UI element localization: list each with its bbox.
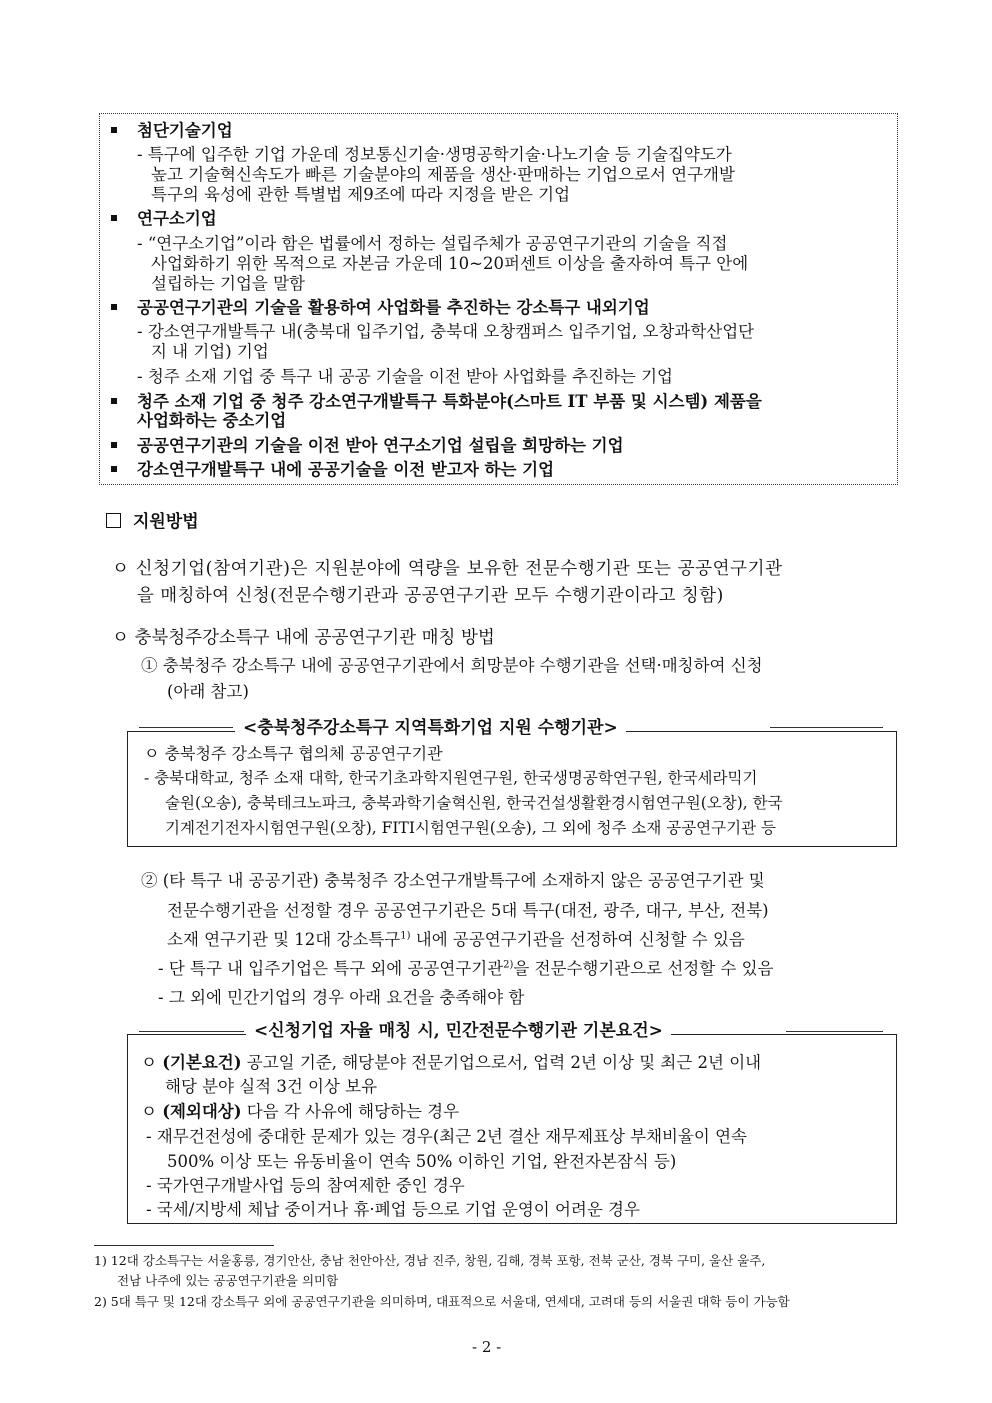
eligibility-item-title: 사업화하는 중소기업 [137,411,287,430]
box-text: 기계전기전자시험연구원(오창), FITI시험연구원(오송), 그 외에 청주 소재 공공연구기관 등 [165,819,776,837]
eligibility-item-text: 설립하는 기업을 말함 [151,274,305,293]
paragraph-text: 전문수행기관을 선정할 경우 공공연구기관은 5대 특구(대전, 광주, 대구, 부산, 전북) [167,901,769,920]
paragraph-text: ① 충북청주 강소특구 내에 공공연구기관에서 희망분야 수행기관을 선택·매칭하여 신청 [141,656,763,675]
eligibility-item-text: 높고 기술혁신속도가 빠른 기술분야의 제품을 생산·판매하는 기업으로서 연구개발 [151,165,735,184]
eligibility-item-title: 연구소기업 [111,208,217,229]
page-number: - 2 - [472,1338,502,1356]
box-text: - 국세/지방세 체납 중이거나 휴·폐업 등으로 기업 운영이 어려운 경우 [146,1200,640,1219]
footnote-text: 1) 12대 강소특구는 서울홍릉, 경기안산, 충남 천안아산, 경남 진주, 창원, 김해, 경북 포항, 전북 군산, 경북 구미, 울산 울주, [94,1253,766,1268]
box-text: 해당 분야 실적 3건 이상 보유 [165,1077,378,1096]
support-agencies-box-title: <충북청주강소특구 지역특화기업 지원 수행기관> [235,717,626,739]
footnote-ref: 1) [400,930,411,942]
bullet-square-icon [111,398,117,404]
bullet-square-icon [111,127,117,133]
box-text: ㅇ (기본요건) 공고일 기준, 해당분야 전문기업으로서, 업력 2년 이상 및 최근 2년 이내 [141,1053,762,1072]
eligibility-item-title: 첨단기술기업 [111,120,233,141]
eligibility-item-text: 사업화하기 위한 목적으로 자본금 가운데 10~20퍼센트 이상을 출자하여 특구 안에 [151,254,749,273]
bullet-square-icon [111,304,117,310]
box-title-rule [139,727,233,728]
eligibility-item-text: - 특구에 입주한 기업 가운데 정보통신기술·생명공학기술·나노기술 등 기술집약도가 [137,145,732,164]
eligibility-item-title: 강소연구개발특구 내에 공공기술을 이전 받고자 하는 기업 [111,459,554,480]
box-title-rule [786,1031,883,1032]
box-title-rule [139,1031,244,1032]
paragraph-text: 소재 연구기관 및 12대 강소특구$^{1)}$ 내에 공공연구기관을 선정하여 신청할 수 있음 [167,930,745,949]
eligibility-item-title: 청주 소재 기업 중 청주 강소연구개발특구 특화분야(스마트 IT 부품 및 시스템) 제품을 [111,391,762,412]
box-text: 500% 이상 또는 유동비율이 연속 50% 이하인 기업, 완전자본잠식 등) [167,1152,677,1171]
eligibility-item-text: - “연구소기업”이라 함은 법률에서 정하는 설립주체가 공공연구기관의 기술을 직접 [137,234,728,253]
bullet-square-icon [111,442,117,448]
square-box-icon [106,513,121,528]
box-text: - 재무건전성에 중대한 문제가 있는 경우(최근 2년 결산 재무제표상 부채비율이 연속 [146,1127,747,1146]
box-text: ㅇ 충북청주 강소특구 협의체 공공연구기관 [144,744,443,763]
box-text: - 국가연구개발사업 등의 참여제한 중인 경우 [146,1176,465,1195]
eligibility-item-text: 지 내 기업) 기업 [151,342,269,361]
footnote-text: 전남 나주에 있는 공공연구기관을 의미함 [117,1273,339,1288]
paragraph-text: ② (타 특구 내 공공기관) 충북청주 강소연구개발특구에 소재하지 않은 공공연구기관 및 [141,871,765,890]
requirements-box-title: <신청기업 자율 매칭 시, 민간전문수행기관 기본요건> [246,1020,671,1042]
box-text: - 충북대학교, 청주 소재 대학, 한국기초과학지원연구원, 한국생명공학연구원, 한국세라믹기 [144,769,758,787]
footnote-text: 2) 5대 특구 및 12대 강소특구 외에 공공연구기관을 의미하며, 대표적으로 서울대, 연세대, 고려대 등의 서울권 대학 등이 가능함 [94,1294,790,1309]
paragraph-text: - 그 외에 민간기업의 경우 아래 요건을 충족해야 함 [158,988,525,1007]
eligibility-item-text: 특구의 육성에 관한 특별법 제9조에 따라 지정을 받은 기업 [151,185,571,204]
box-text: 술원(오송), 충북테크노파크, 충북과학기술혁신원, 한국건설생활환경시험연구원(오창), 한국 [165,794,783,812]
footnote-ref: 2) [503,959,514,971]
paragraph-text: (아래 참고) [167,682,249,701]
section-heading: 지원방법 [106,512,199,533]
footnote-separator [94,1245,274,1246]
paragraph-text: - 단 특구 내 입주기업은 특구 외에 공공연구기관$^{2)}$을 전문수행기관으로 선정할 수 있음 [158,959,774,978]
eligibility-item-title: 공공연구기관의 기술을 활용하여 사업화를 추진하는 강소특구 내외기업 [111,297,650,318]
paragraph-text: ㅇ 신청기업(참여기관)은 지원분야에 역량을 보유한 전문수행기관 또는 공공연구기관 [112,559,783,579]
paragraph-text: ㅇ 충북청주강소특구 내에 공공연구기관 매칭 방법 [112,628,495,648]
paragraph-text: 을 매칭하여 신청(전문수행기관과 공공연구기관 모두 수행기관이라고 칭함) [137,586,724,606]
box-text: ㅇ (제외대상) 다음 각 사유에 해당하는 경우 [141,1102,460,1121]
box-title-rule [770,727,883,728]
eligibility-item-text: - 청주 소재 기업 중 특구 내 공공 기술을 이전 받아 사업화를 추진하는 기업 [137,367,673,386]
eligibility-item-title: 공공연구기관의 기술을 이전 받아 연구소기업 설립을 희망하는 기업 [111,435,624,456]
eligibility-item-text: - 강소연구개발특구 내(충북대 입주기업, 충북대 오창캠퍼스 입주기업, 오창과학산업단 [137,322,755,341]
bullet-square-icon [111,215,117,221]
bullet-square-icon [111,466,117,472]
